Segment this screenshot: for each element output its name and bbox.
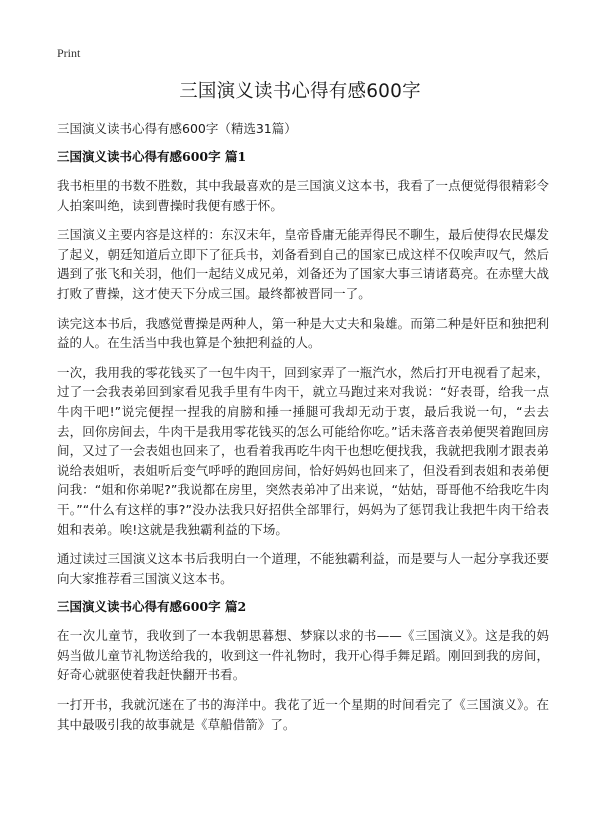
paragraph: 我书柜里的书数不胜数，其中我最喜欢的是三国演义这本书，我看了一点便觉得很精彩令人拍案叫绝，读到曹操时我便有感于怀。 bbox=[57, 178, 549, 213]
paragraph: 三国演义主要内容是这样的：东汉末年，皇帝昏庸无能弄得民不聊生，最后使得农民爆发了起义，朝廷知道后立即下了征兵书，刘备看到自己的国家已成这样不仅唉声叹气，然后遇到了张飞和关羽，他们一起结义成兄弟，刘备还为了国家大事三请诸葛亮。在赤壁大战打败了曹操，这才使天下分成三国。最终都被晋同一了。 bbox=[57, 227, 549, 301]
section-1 bbox=[57, 148, 549, 588]
page-title: 三国演义读书心得有感600字 bbox=[179, 81, 421, 102]
print-link[interactable]: Print bbox=[57, 46, 81, 60]
article-body bbox=[57, 120, 549, 744]
section-heading: 三国演义读书心得有感600字 篇1 bbox=[57, 149, 247, 164]
section-2 bbox=[57, 598, 549, 734]
paragraph: 一打开书，我就沉迷在了书的海洋中。我花了近一个星期的时间看完了《三国演义》。在其中最吸引我的故事就是《草船借箭》了。 bbox=[57, 697, 549, 732]
paragraph: 一次，我用我的零花钱买了一包牛肉干，回到家弄了一瓶汽水，然后打开电视看了起来，过了一会我表弟回到家看见我手里有牛肉干，就立马跑过来对我说：“好表哥，给我一点牛肉干吧!”说完便捏一捏我的肩膀和捶一捶腿可我却无动于衷，最后我说一句，“去去去，回你房间去，牛肉干是我用零花钱买的怎么可能给你吃。”话未落音表弟便哭着跑回房间，又过了一会表姐也回来了，也看着我再吃牛肉干也想吃便找我，我就把我刚才跟表弟说给表姐听，表姐听后变气呼呼的跑回房间，恰好妈妈也回来了，但没看到表姐和表弟便问我：“姐和你弟呢?”我说都在房里，突然表弟冲了出来说，“姑姑，哥哥他不给我吃牛肉干。”“什么有这样的事?”没办法我只好招供全部罪行，妈妈为了惩罚我让我把牛肉干给表姐和表弟。唉!这就是我独霸利益的下场。 bbox=[57, 364, 549, 537]
section-heading: 三国演义读书心得有感600字 篇2 bbox=[57, 599, 247, 615]
article-subtitle: 三国演义读书心得有感600字（精选31篇） bbox=[57, 121, 297, 136]
paragraph: 在一次儿童节，我收到了一本我朝思暮想、梦寐以求的书——《三国演义》。这是我的妈妈当做儿童节礼物送给我的，收到这一件礼物时，我开心得手舞足蹈。刚回到我的房间，好奇心就驱使着我赶快翻开书看。 bbox=[57, 628, 549, 683]
paragraph: 读完这本书后，我感觉曹操是两种人，第一种是大丈夫和枭雄。而第二种是奸臣和独把利益的人。在生活当中我也算是个独把利益的人。 bbox=[57, 315, 549, 351]
paragraph: 通过读过三国演义这本书后我明白一个道理，不能独霸利益，而是要与人一起分享我还要向大家推荐看三国演义这本书。 bbox=[57, 551, 549, 586]
